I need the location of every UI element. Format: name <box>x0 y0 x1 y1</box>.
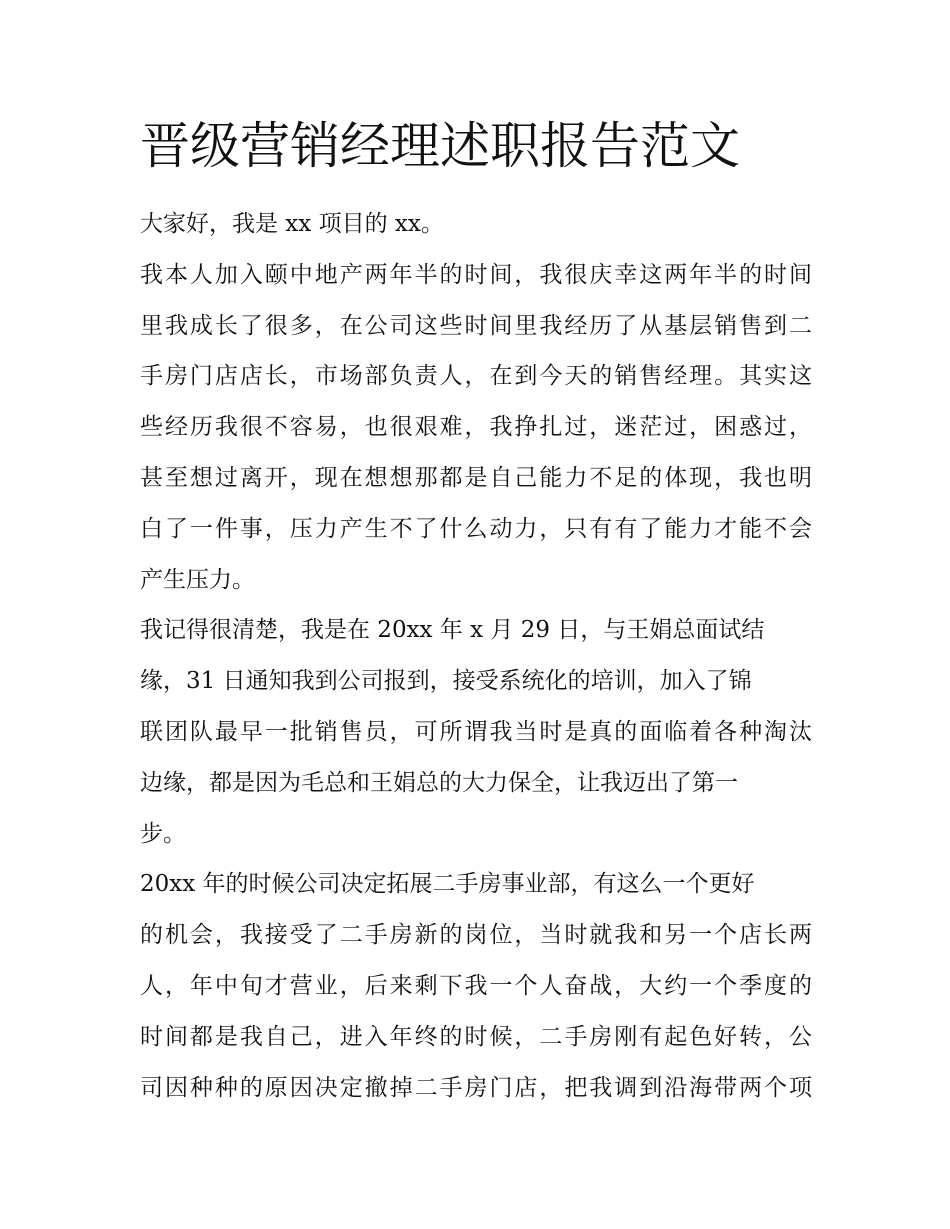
text-line: 时间都是我自己，进入年终的时候，二手房刚有起色好转，公 <box>140 1023 812 1050</box>
text-line: 产生压力。 <box>140 566 255 593</box>
text-line: 缘，31 日通知我到公司报到，接受系统化的培训，加入了锦 <box>140 668 752 695</box>
text-line: 白了一件事，压力产生不了什么动力，只有有了能力才能不会 <box>140 515 812 542</box>
text-line: 里我成长了很多，在公司这些时间里我经历了从基层销售到二 <box>140 312 812 339</box>
text-line: 司因种种的原因决定撤掉二手房门店，把我调到沿海带两个项 <box>140 1074 812 1101</box>
text-line: 步。 <box>140 820 186 847</box>
text-line: 大家好，我是 xx 项目的 xx。 <box>140 211 444 237</box>
document-body <box>140 199 812 1113</box>
text-line: 人，年中旬才营业，后来剩下我一个人奋战，大约一个季度的 <box>140 972 812 999</box>
text-line: 些经历我很不容易，也很艰难，我挣扎过，迷茫过，困惑过， <box>140 414 812 441</box>
document-title: 晋级营销经理述职报告范文 <box>140 117 740 175</box>
text-line: 我记得很清楚，我是在 20xx 年 x 月 29 日，与王娟总面试结 <box>140 617 765 644</box>
text-line: 联团队最早一批销售员，可所谓我当时是真的面临着各种淘汰 <box>140 718 812 745</box>
text-line: 边缘，都是因为毛总和王娟总的大力保全，让我迈出了第一 <box>140 769 738 796</box>
text-line: 20xx 年的时候公司决定拓展二手房事业部，有这么一个更好 <box>140 871 755 898</box>
text-line: 的机会，我接受了二手房新的岗位，当时就我和另一个店长两 <box>140 922 812 949</box>
text-line: 手房门店店长，市场部负责人，在到今天的销售经理。其实这 <box>140 363 812 390</box>
text-line: 甚至想过离开，现在想想那都是自己能力不足的体现，我也明 <box>140 464 812 491</box>
text-line: 我本人加入颐中地产两年半的时间，我很庆幸这两年半的时间 <box>140 261 812 288</box>
